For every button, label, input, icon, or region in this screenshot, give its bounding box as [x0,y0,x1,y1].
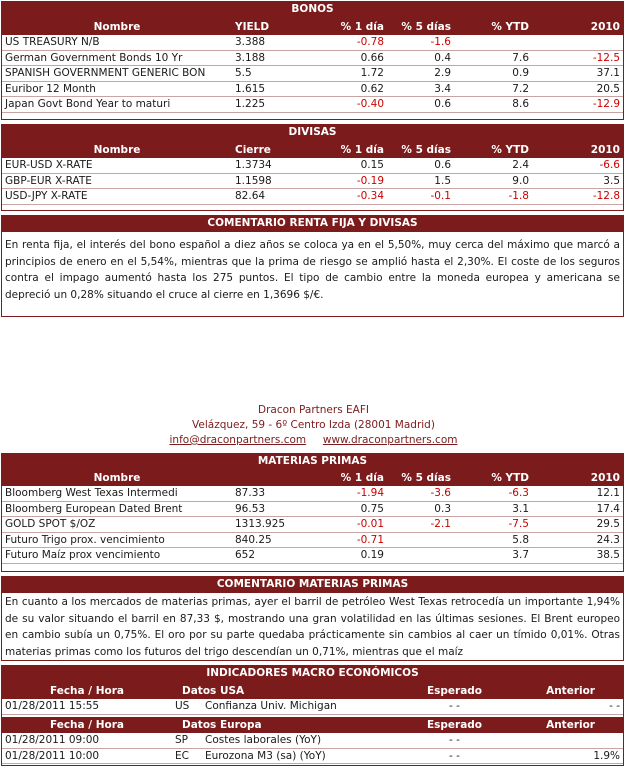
table-cell: -12.8 [532,189,623,205]
table-row [2,81,623,97]
table-cell [387,548,454,564]
materias-header-2: % 1 día [340,471,384,484]
macro-title: INDICADORES MACRO ECONÓMICOS [206,667,419,679]
table-cell: SPANISH GOVERNMENT GENERIC BON [2,66,232,82]
company-contacts [0,433,627,448]
table-cell: -0.19 [302,173,387,189]
table-cell: 1.615 [232,81,302,97]
company-name: Dracon Partners EAFI [258,404,369,416]
table-cell: Confianza Univ. Michigan [202,699,402,715]
materias-header-3: % 5 días [401,471,451,484]
bonos-title-band [1,1,624,18]
table-cell: 0.6 [387,97,454,113]
bonos-header-5: 2010 [590,20,620,33]
table-cell: 8.6 [454,97,532,113]
table-cell: 5.8 [454,532,532,548]
macro-header-expected: Esperado [426,684,483,697]
bonos-header-0: Nombre [93,20,141,33]
company-address: Velázquez, 59 - 6º Centro Izda (28001 Madrid) [192,419,435,431]
table-cell: -1.8 [454,189,532,205]
table-row [2,97,623,113]
table-cell: -0.71 [302,532,387,548]
table-cell: 87.33 [232,486,302,502]
table-cell: 24.3 [532,532,623,548]
email-link[interactable]: info@draconpartners.com [169,434,307,446]
materias-table [2,470,623,564]
table-row [2,517,623,533]
table-row [2,66,623,82]
table-cell: 2.9 [387,66,454,82]
table-row [2,501,623,517]
divisas-title: DIVISAS [288,126,337,138]
macro-header-row [2,717,623,733]
table-cell: 0.15 [302,158,387,174]
materias-header-5: 2010 [590,471,620,484]
macro-header-date: Fecha / Hora [49,718,125,731]
table-row [2,532,623,548]
divisas-table-box [1,141,624,211]
table-cell: German Government Bonds 10 Yr [2,50,232,66]
company-footer [0,403,627,448]
table-cell: 1313.925 [232,517,302,533]
table-row [2,50,623,66]
divisas-header-0: Nombre [93,143,141,156]
materias-header-0: Nombre [93,471,141,484]
table-cell: -0.34 [302,189,387,205]
table-cell: 1.225 [232,97,302,113]
table-row [2,748,623,764]
table-cell: -12.5 [532,50,623,66]
table-row [2,158,623,174]
table-cell: 9.0 [454,173,532,189]
table-cell: 7.2 [454,81,532,97]
bonos-header-2: % 1 día [340,20,384,33]
macro-header-data: Datos Europa [182,718,262,731]
table-cell: -1.94 [302,486,387,502]
table-cell: 1.9% [507,748,623,764]
table-cell: - - [402,699,507,715]
table-cell: -2.1 [387,517,454,533]
materias-header-row [2,470,623,486]
comentario-renta-text: En renta fija, el interés del bono español a diez años se coloca ya en el 5,50%, muy cerca del máximo que marcó a principios de enero en el 5,54%, mientras que la prima de riesgo se amplió hasta el 2,30%. El coste de los seguros contra el impago aumentó hasta los 275 puntos. El tipo de cambio entre la moneda europea y americana se depreció un 0,28% situando el cruce al cierre en 1,3696 $/€. [1,232,624,317]
table-cell: Bloomberg West Texas Intermedi [2,486,232,502]
divisas-header-3: % 5 días [401,143,451,156]
table-cell: 1.72 [302,66,387,82]
website-link[interactable]: www.draconpartners.com [322,434,458,446]
table-cell: 3.188 [232,50,302,66]
macro-header-previous: Anterior [546,718,595,731]
bonos-table-box [1,18,624,120]
macro-header-data: Datos USA [182,684,245,697]
table-cell: EC [172,748,202,764]
table-cell: US [172,699,202,715]
table-cell: 0.6 [387,158,454,174]
comentario-renta-title: COMENTARIO RENTA FIJA Y DIVISAS [207,217,418,229]
table-cell: 1.3734 [232,158,302,174]
table-cell [507,733,623,749]
table-cell: 3.1 [454,501,532,517]
comentario-renta-band [1,215,624,232]
table-cell: 2.4 [454,158,532,174]
table-cell: 7.6 [454,50,532,66]
table-row [2,733,623,749]
table-row [2,699,623,715]
bonos-table [2,19,623,113]
table-cell: - - [507,699,623,715]
bonos-header-3: % 5 días [401,20,451,33]
table-cell: -3.6 [387,486,454,502]
table-row [2,173,623,189]
table-cell: 0.75 [302,501,387,517]
bonos-title: BONOS [291,3,334,15]
table-cell: Bloomberg European Dated Brent [2,501,232,517]
divisas-header-5: 2010 [590,143,620,156]
table-cell: SP [172,733,202,749]
table-cell: 38.5 [532,548,623,564]
divisas-header-2: % 1 día [340,143,384,156]
table-cell: 0.66 [302,50,387,66]
table-cell: Eurozona M3 (sa) (YoY) [202,748,402,764]
table-cell: 29.5 [532,517,623,533]
table-cell: 20.5 [532,81,623,97]
table-cell: 1.5 [387,173,454,189]
table-cell: -0.40 [302,97,387,113]
bonos-header-row [2,19,623,35]
divisas-header-1: Cierre [235,143,271,156]
table-cell: Futuro Trigo prox. vencimiento [2,532,232,548]
table-cell: US TREASURY N/B [2,35,232,51]
table-cell: 12.1 [532,486,623,502]
table-cell: GBP-EUR X-RATE [2,173,232,189]
macro-header-row [2,683,623,699]
macro-header-date: Fecha / Hora [49,684,125,697]
macro-title-band [1,665,624,682]
table-cell: -6.6 [532,158,623,174]
table-cell: 96.53 [232,501,302,517]
comentario-materias-text: En cuanto a los mercados de materias primas, ayer el barril de petróleo West Texas retrocedía un importante 1,94% de su valor situando el barril en 87,33 $, mostrando una gran volatilidad en las últimas sesiones. El Brent europeo en cambio subía un 0,75%. El oro por su parte quedaba prácticamente sin cambios al caer un tímido 0,01%. Otras materias primas como los futuros del trigo descendían un 0,71%, mientras que el maíz [1,593,624,661]
macro-table [2,683,623,764]
table-cell: Euribor 12 Month [2,81,232,97]
bonos-header-1: YIELD [235,20,270,33]
table-cell: 652 [232,548,302,564]
materias-header-4: % YTD [491,471,529,484]
table-cell: -1.6 [387,35,454,51]
table-cell: 17.4 [532,501,623,517]
divisas-table [2,142,623,205]
table-cell: -0.78 [302,35,387,51]
table-cell: USD-JPY X-RATE [2,189,232,205]
table-cell: 0.9 [454,66,532,82]
table-cell: -12.9 [532,97,623,113]
table-row [2,189,623,205]
table-cell: 3.5 [532,173,623,189]
table-cell: 0.3 [387,501,454,517]
table-cell: 1.1598 [232,173,302,189]
table-cell: 37.1 [532,66,623,82]
table-cell: 01/28/2011 09:00 [2,733,172,749]
table-cell [454,35,532,51]
macro-header-previous: Anterior [546,684,595,697]
table-cell [387,532,454,548]
table-cell: 01/28/2011 15:55 [2,699,172,715]
table-cell: Costes laborales (YoY) [202,733,402,749]
table-row [2,548,623,564]
divisas-title-band [1,124,624,141]
materias-header-1 [232,470,302,486]
table-cell: GOLD SPOT $/OZ [2,517,232,533]
table-cell: 01/28/2011 10:00 [2,748,172,764]
table-cell [532,35,623,51]
table-row [2,35,623,51]
materias-table-box [1,469,624,572]
table-cell: 3.388 [232,35,302,51]
table-cell: 82.64 [232,189,302,205]
table-row [2,486,623,502]
comentario-materias-title: COMENTARIO MATERIAS PRIMAS [216,578,409,590]
table-cell: 3.7 [454,548,532,564]
materias-title: MATERIAS PRIMAS [257,455,368,467]
table-cell: EUR-USD X-RATE [2,158,232,174]
table-cell: 0.4 [387,50,454,66]
table-cell: -7.5 [454,517,532,533]
table-cell: - - [402,748,507,764]
materias-title-band [1,453,624,470]
table-cell: - - [402,733,507,749]
table-cell: 0.62 [302,81,387,97]
table-cell: 3.4 [387,81,454,97]
table-cell: 5.5 [232,66,302,82]
table-cell: -6.3 [454,486,532,502]
bonos-header-4: % YTD [491,20,529,33]
table-cell: Futuro Maíz prox vencimiento [2,548,232,564]
table-cell: -0.1 [387,189,454,205]
macro-table-box [1,682,624,766]
comentario-materias-band [1,576,624,593]
macro-header-expected: Esperado [426,718,483,731]
divisas-header-4: % YTD [491,143,529,156]
table-cell: Japan Govt Bond Year to maturi [2,97,232,113]
table-cell: 0.19 [302,548,387,564]
divisas-header-row [2,142,623,158]
table-cell: 840.25 [232,532,302,548]
table-cell: -0.01 [302,517,387,533]
